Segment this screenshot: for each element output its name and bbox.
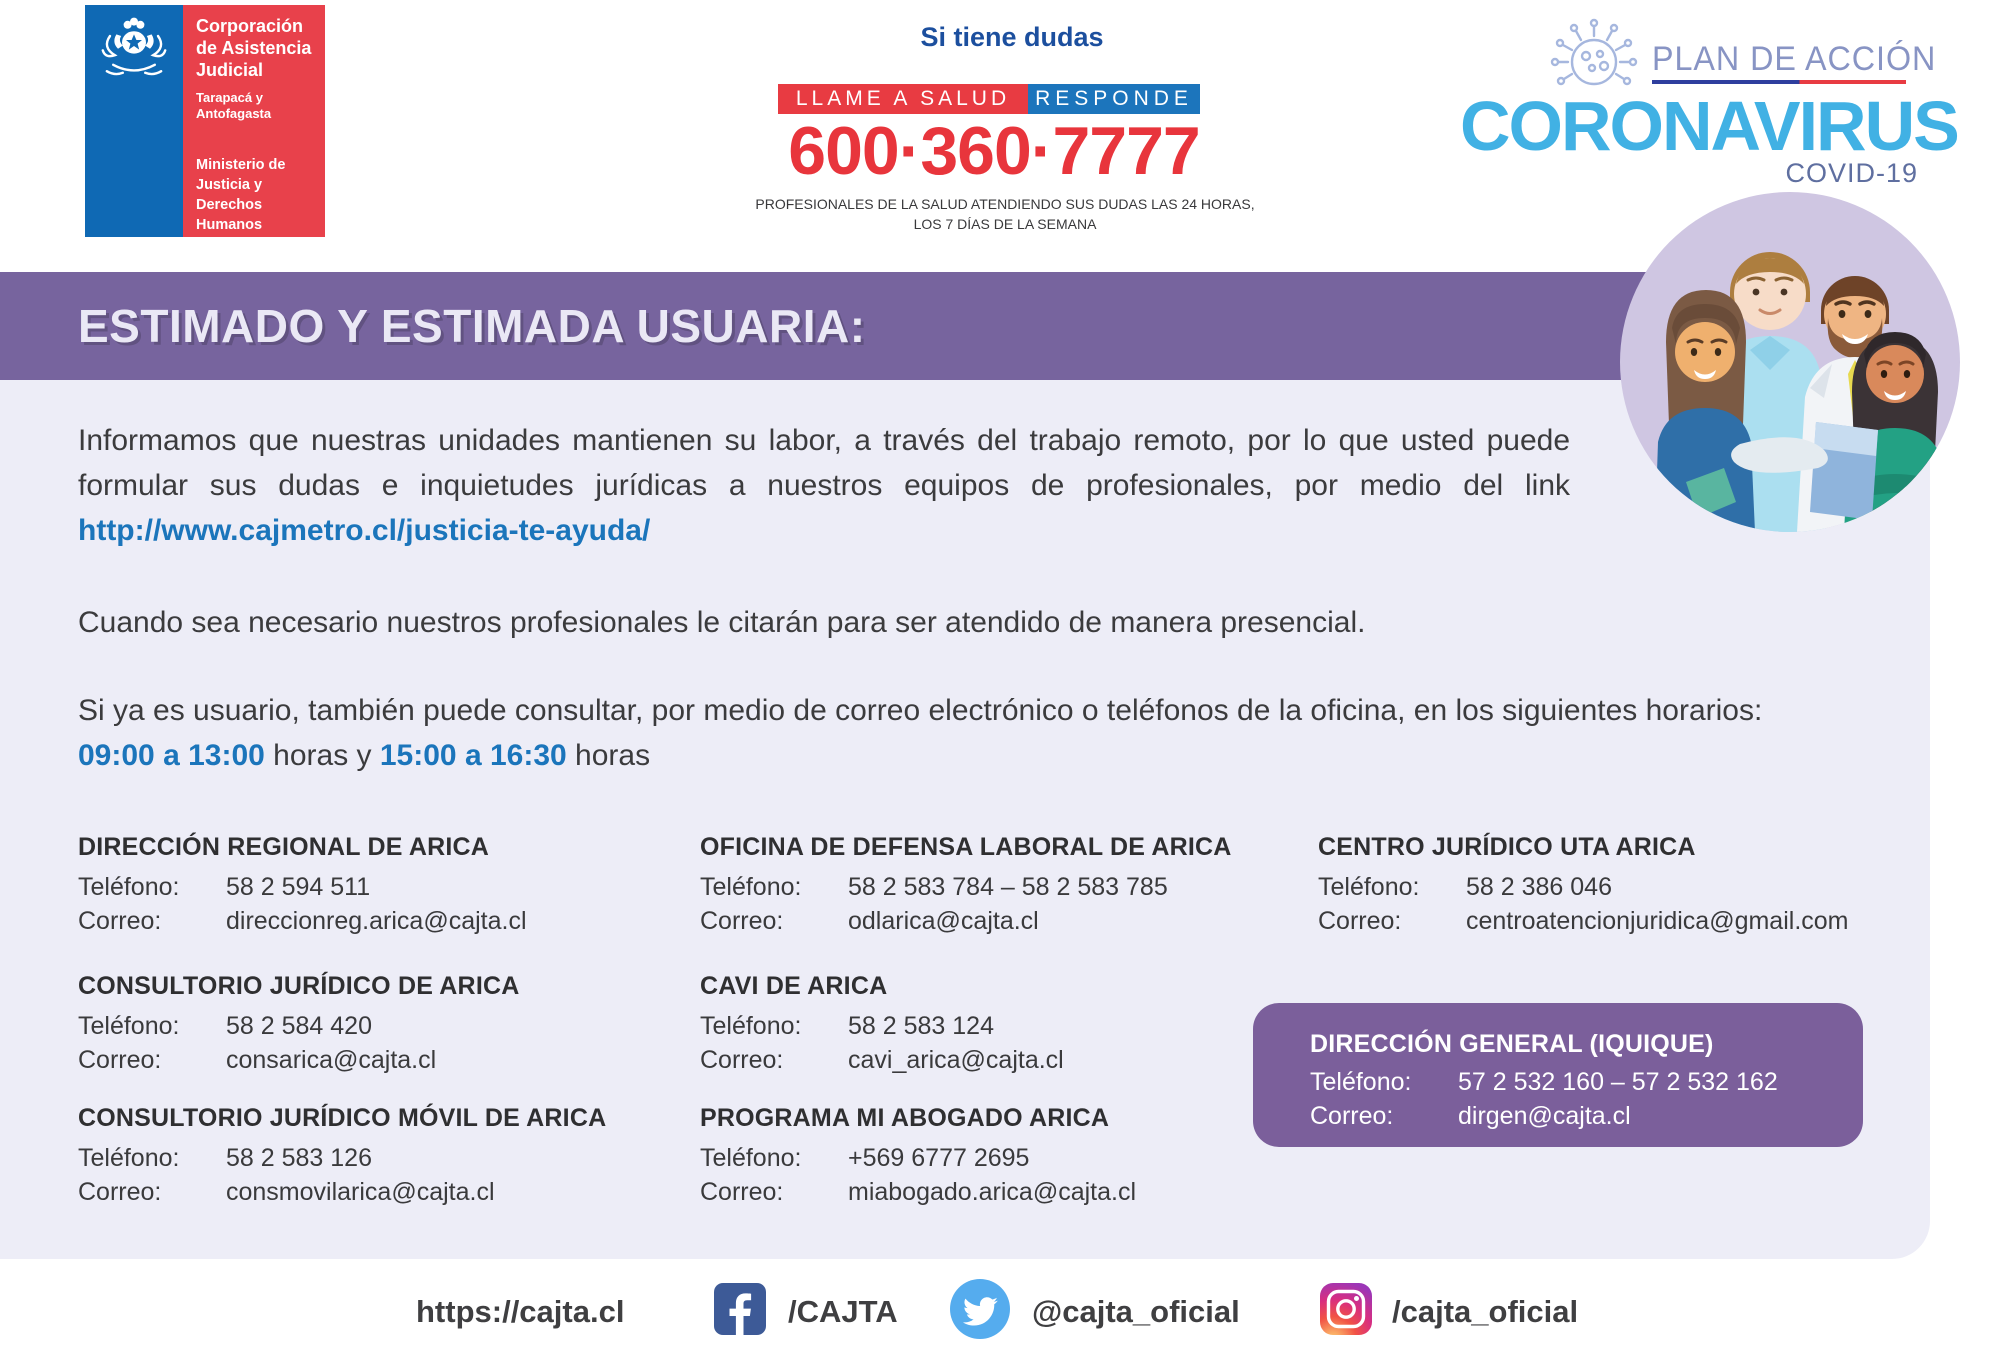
salud-responde-phone: 600·360·7777 (788, 113, 1200, 189)
cajmetro-link[interactable]: http://www.cajmetro.cl/justicia-te-ayuda/ (78, 514, 651, 547)
paragraph-horarios: Si ya es usuario, también puede consultar, por medio de correo electrónico o teléfonos de la oficina, en los siguientes horarios: (78, 694, 1763, 727)
chile-coat-of-arms-icon (94, 15, 174, 81)
office-name: DIRECCIÓN GENERAL (IQUIQUE) (1310, 1030, 1714, 1058)
office-cavi (700, 972, 1300, 1077)
plan-de-accion-kicker: PLAN DE ACCIÓN (1652, 40, 1937, 78)
office-phone-row: Teléfono: 58 2 386 046 (1318, 873, 1612, 901)
office-name: CONSULTORIO JURÍDICO DE ARICA (78, 972, 520, 1000)
email-value: consmovilarica@cajta.cl (226, 1178, 495, 1206)
phone-value: 58 2 594 511 (226, 873, 371, 901)
paragraph-horarios-times: 09:00 a 13:00 horas y 15:00 a 16:30 horas (78, 739, 651, 772)
office-name: OFICINA DE DEFENSA LABORAL DE ARICA (700, 833, 1232, 861)
office-name: DIRECCIÓN REGIONAL DE ARICA (78, 833, 489, 861)
headline-banner (0, 272, 1680, 380)
caj-logo (85, 5, 325, 237)
afternoon-hours: 15:00 a 16:30 (379, 739, 567, 772)
office-consultorio-movil (78, 1104, 678, 1209)
banner-responde: RESPONDE (1028, 84, 1200, 114)
logo-org-name: Corporación de Asistencia Judicial (196, 16, 312, 80)
intro-text: Informamos que nuestras unidades mantienen su labor, a través del trabajo remoto, por lo que usted puede formular sus dudas e inquietudes jurídicas a nuestros equipos de profesionales, por medio del link (78, 424, 1570, 502)
plan-flag-underline (1652, 80, 1906, 84)
website-link[interactable]: https://cajta.cl (416, 1294, 625, 1329)
phone-value: 58 2 583 124 (848, 1012, 994, 1040)
phone-value: 58 2 584 420 (226, 1012, 372, 1040)
office-email-row: Correo: miabogado.arica@cajta.cl (700, 1178, 1137, 1206)
office-email-row: Correo: direccionreg.arica@cajta.cl (78, 907, 527, 935)
office-direccion-regional (78, 833, 678, 938)
office-consultorio-juridico (78, 972, 678, 1077)
coronavirus-title: CORONAVIRUS (1460, 87, 1958, 165)
office-defensa-laboral (700, 833, 1300, 938)
paragraph-presencial: Cuando sea necesario nuestros profesionales le citarán para ser atendido de manera presencial. (78, 606, 1366, 639)
logo-ministry: Ministerio de Justicia y Derechos Humanos (196, 157, 286, 233)
office-email-row: Correo: centroatencionjuridica@gmail.com (1318, 907, 1849, 935)
paragraph-intro (78, 418, 1570, 553)
office-name: CONSULTORIO JURÍDICO MÓVIL DE ARICA (78, 1104, 607, 1132)
email-value: dirgen@cajta.cl (1458, 1102, 1631, 1130)
office-phone-row: Teléfono: 58 2 594 511 (78, 873, 371, 901)
office-email-row: Correo: consmovilarica@cajta.cl (78, 1178, 495, 1206)
office-email-row: Correo: odlarica@cajta.cl (700, 907, 1039, 935)
phone-value: 58 2 386 046 (1466, 873, 1612, 901)
office-name: CENTRO JURÍDICO UTA ARICA (1318, 833, 1696, 861)
direccion-general-box (1253, 1003, 1863, 1147)
morning-hours: 09:00 a 13:00 (78, 739, 265, 772)
office-email-row: Correo: consarica@cajta.cl (78, 1046, 437, 1074)
phone-value: 58 2 583 784 – 58 2 583 785 (848, 873, 1168, 901)
email-value: centroatencionjuridica@gmail.com (1466, 907, 1849, 935)
office-email-row: Correo: dirgen@cajta.cl (1310, 1102, 1631, 1130)
instagram-handle[interactable]: /cajta_oficial (1392, 1294, 1579, 1329)
salud-responde-note: PROFESIONALES DE LA SALUD ATENDIENDO SUS DUDAS LAS 24 HORAS, LOS 7 DÍAS DE LA SEMANA (755, 196, 1255, 232)
office-phone-row: Teléfono: 58 2 583 126 (78, 1144, 372, 1172)
office-mi-abogado (700, 1104, 1300, 1209)
banner-llame-a-salud: LLAME A SALUD (778, 84, 1028, 114)
office-email-row: Correo: cavi_arica@cajta.cl (700, 1046, 1064, 1074)
office-phone-row: Teléfono: 57 2 532 160 – 57 2 532 162 (1310, 1068, 1778, 1096)
twitter-handle[interactable]: @cajta_oficial (1032, 1294, 1240, 1329)
phone-value: +569 6777 2695 (848, 1144, 1030, 1172)
logo-region: Tarapacá y Antofagasta (196, 90, 272, 121)
office-phone-row: Teléfono: 58 2 583 784 – 58 2 583 785 (700, 873, 1168, 901)
office-name: CAVI DE ARICA (700, 972, 888, 1000)
headline-text: ESTIMADO Y ESTIMADA USUARIA: (78, 300, 866, 352)
si-tiene-dudas-label: Si tiene dudas (920, 22, 1104, 52)
email-value: direccionreg.arica@cajta.cl (226, 907, 527, 935)
salud-responde-banner (778, 84, 1200, 114)
healthcare-team-illustration (1620, 192, 1960, 532)
phone-value: 57 2 532 160 – 57 2 532 162 (1458, 1068, 1778, 1096)
instagram-icon[interactable] (1320, 1283, 1372, 1335)
email-value: consarica@cajta.cl (226, 1046, 437, 1074)
office-name: PROGRAMA MI ABOGADO ARICA (700, 1104, 1110, 1132)
logo-blue-panel (85, 5, 183, 237)
office-centro-juridico-uta (1318, 833, 1918, 938)
office-phone-row: Teléfono: +569 6777 2695 (700, 1144, 1030, 1172)
logo-red-panel (183, 5, 325, 237)
email-value: cavi_arica@cajta.cl (848, 1046, 1064, 1074)
covid19-subtitle: COVID-19 (1785, 158, 1918, 188)
facebook-handle[interactable]: /CAJTA (788, 1294, 898, 1329)
email-value: odlarica@cajta.cl (848, 907, 1039, 935)
email-value: miabogado.arica@cajta.cl (848, 1178, 1137, 1206)
facebook-icon[interactable] (714, 1283, 766, 1335)
office-phone-row: Teléfono: 58 2 583 124 (700, 1012, 994, 1040)
phone-value: 58 2 583 126 (226, 1144, 372, 1172)
office-phone-row: Teléfono: 58 2 584 420 (78, 1012, 372, 1040)
twitter-icon[interactable] (950, 1279, 1010, 1339)
